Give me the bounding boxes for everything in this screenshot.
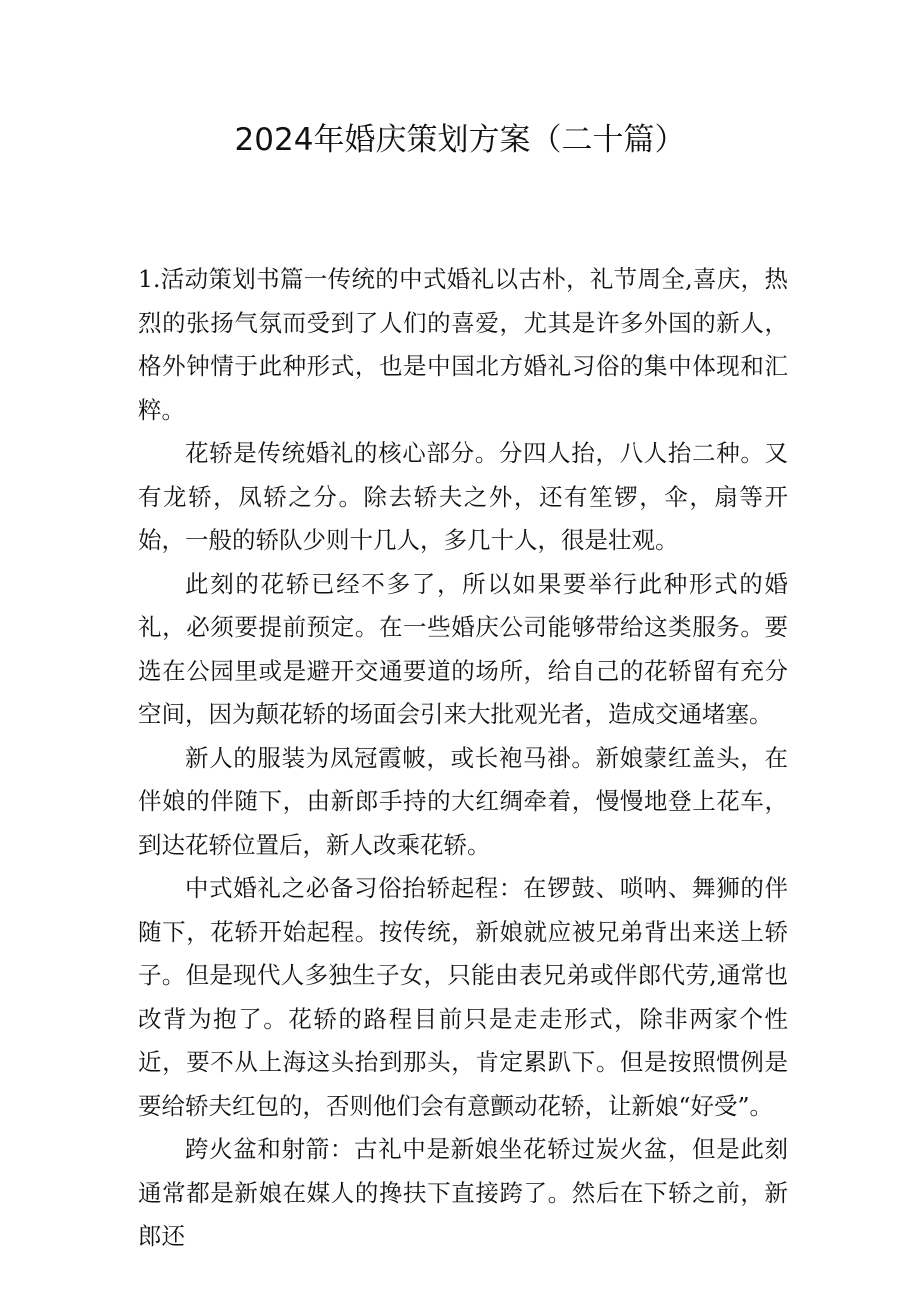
paragraph-fire-basin: 跨火盆和射箭：古礼中是新娘坐花轿过炭火盆，但是此刻通常都是新娘在媒人的搀扶下直接跨了。然后在下轿之前，新郎还	[138, 1135, 788, 1250]
paragraph-intro: 1.活动策划书篇一传统的中式婚礼以古朴，礼节周全,喜庆，热烈的张扬气氛而受到了人们的喜爱，尤其是许多外国的新人，格外钟情于此种形式，也是中国北方婚礼习俗的集中体现和汇粹。	[138, 265, 788, 424]
document-title: 2024年婚庆策划方案（二十篇）	[234, 122, 686, 158]
paragraph-booking: 此刻的花轿已经不多了，所以如果要举行此种形式的婚礼，必须要提前预定。在一些婚庆公司能够带给这类服务。要选在公园里或是避开交通要道的场所，给自己的花轿留有充分空间，因为颠花轿的场面会引来大批观光者，造成交通堵塞。	[138, 569, 788, 728]
paragraph-procession: 中式婚礼之必备习俗抬轿起程：在锣鼓、唢呐、舞狮的伴随下，花轿开始起程。按传统，新娘就应被兄弟背出来送上轿子。但是现代人多独生子女，只能由表兄弟或伴郎代劳,通常也改背为抱了。花轿的路程目前只是走走形式，除非两家个性近，要不从上海这头抬到那头，肯定累趴下。但是按照惯例是要给轿夫红包的，否则他们会有意颤动花轿，让新娘“好受”。	[138, 874, 788, 1120]
paragraph-attire: 新人的服装为凤冠霞帔，或长袍马褂。新娘蒙红盖头，在伴娘的伴随下，由新郎手持的大红绸牵着，慢慢地登上花车，到达花轿位置后，新人改乘花轿。	[138, 743, 788, 859]
document-body	[138, 258, 788, 1259]
paragraph-sedan-chair: 花轿是传统婚礼的核心部分。分四人抬，八人抬二种。又有龙轿，凤轿之分。除去轿夫之外，还有笙锣，伞，扇等开始，一般的轿队少则十几人，多几十人，很是壮观。	[138, 439, 788, 554]
